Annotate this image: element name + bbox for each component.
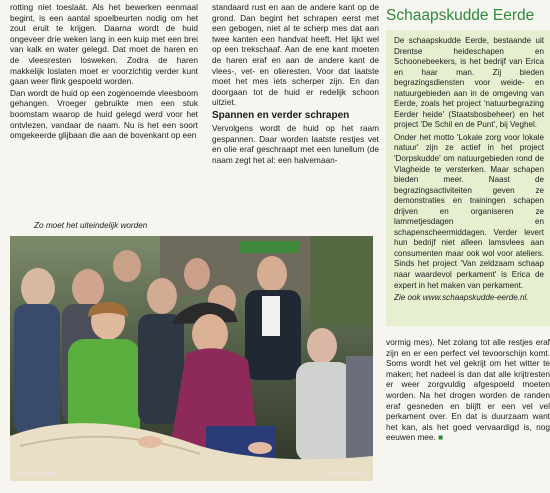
info-paragraph: Onder het motto 'Lokale zorg voor lokale natuur' zijn ze actief in het project 'Dorpskudde' om natuurgebieden rond de Vlagheide te versterken. Maar schapen bieden meer. Naast de begrazingsactiviteiten geven ze demonstraties en trainingen schapen drijven en organiseren ze lammetjesdagen en schapenscheermiddagen. Verder levert hun bedrijf niet alleen lamsvlees aan consumenten maar ook wol voor ateliers. Sinds het project 'Van zeldzaam schaap naar waardevol perkament' is Erica de expert in het maken van perkament. bbox=[394, 132, 544, 290]
photo-credit: Hans Knulde bbox=[18, 470, 56, 477]
photo-credit: Hans Knulde bbox=[325, 470, 363, 477]
article-column-3 bbox=[386, 337, 550, 443]
photo-caption: Zo moet het uiteindelijk worden bbox=[34, 221, 148, 230]
info-paragraph: De schaapskudde Eerde, bestaande uit Drentse heideschapen en Schoonebeekers, is het bedrijf van Erica en haar man. Zij bieden begrazingsdiensten voor weide- en natuurgebieden aan in de omgeving van Eerde, zoals het project 'natuurbegrazing Eerder heide' (Staatsbosbeheer) en het project 'De Schil en de Punt', bij Veghel. bbox=[394, 36, 544, 130]
website-link[interactable]: Zie ook www.schaapskudde-eerde.nl. bbox=[394, 293, 529, 303]
sidebar-title: Schaapskudde Eerde bbox=[386, 7, 535, 24]
info-box-body bbox=[394, 36, 544, 304]
body-paragraph: Dan wordt de huid op een zogenoemde vleesboom gehangen. Vroeger gebruikte men een stuk boomstam waarop de huid gelegd werd voor het ontvlezen, vandaar de naam. Nu is het een soort omgekeerde glijbaan die aan de bovenkant op een bbox=[10, 87, 198, 141]
end-mark: ■ bbox=[438, 432, 444, 443]
info-box bbox=[386, 30, 550, 326]
section-heading: Spannen en verder schrapen bbox=[212, 109, 350, 121]
photo-illustration bbox=[10, 236, 373, 481]
body-paragraph: Vervolgens wordt de huid op het raam gespannen. Daar worden laatste restjes vet en olie eraf geschraapt met een lunellum (de naam zegt het al: een halvemaan- bbox=[212, 122, 379, 165]
article-column-1 bbox=[10, 2, 198, 141]
article-column-2 bbox=[212, 2, 379, 165]
body-text: vormig mes). Net zolang tot alle restjes eraf zijn en er een perfect vel tevoorschijn komt. Soms wordt het vel gekrijt om het witter te maken; het nadeel is dan dat alle krijtresten er weer zorgvuldig afgespoeld moeten worden. Na het drogen worden de randen eraf gesneden en blijft er een vel vel perkament over. En dat is duurzaam want het kan, als het goed vervaardigd is, nog eeuwen mee. bbox=[386, 337, 550, 443]
article-photo bbox=[10, 236, 373, 481]
body-paragraph: standaard rust en aan de andere kant op de grond. Dan begint het schrapen eerst met een gebogen, niet al te scherp mes dat aan twee kanten een handvat heeft. Het lijkt wel op een trekschaaf. Aan de ene kant moeten de haren eraf en aan de andere kant de vlees-, vet- en olieresten. Voor dat laatste moet het mes iets scherper zijn. En dan doorgaan tot de huid er redelijk schoon uitziet. bbox=[212, 2, 379, 108]
body-paragraph: rotting niet toeslaát. Als het bewerken eenmaal begint, is een aantal spoelbeurten nodig om het zout eruit te krijgen. Daarna wordt de huid ongeveer drie weken lang in een kuip met een brei van kalk en water gelegd. Dat moet de haren en de vleesresten losweken. Zodra de haren makkelijk loslaten moet er voorzichtig verder kunt gaan weer flink gespoeld worden. bbox=[10, 2, 198, 87]
body-paragraph bbox=[386, 337, 550, 443]
